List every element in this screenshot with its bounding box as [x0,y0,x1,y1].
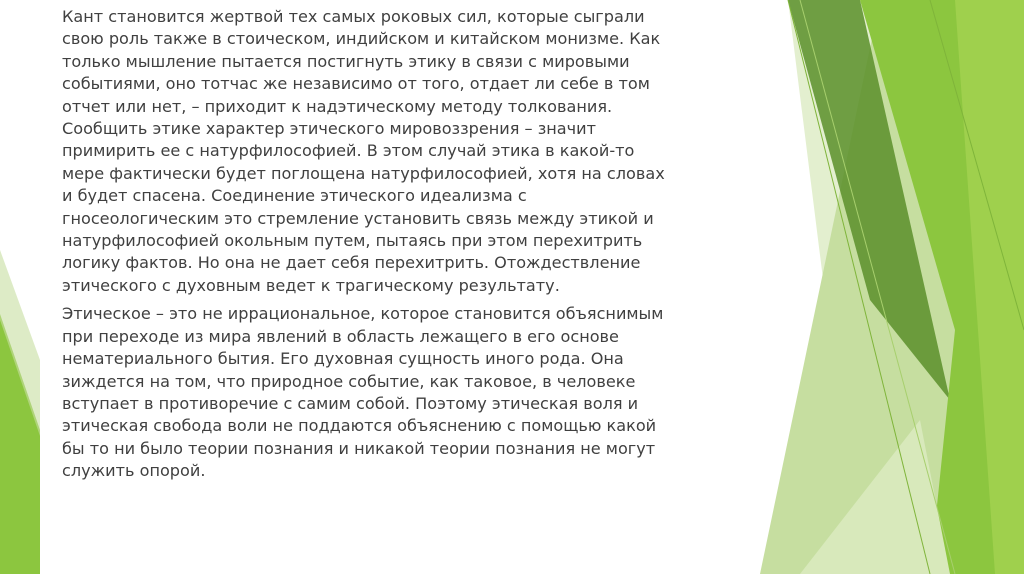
body-text [62,6,782,483]
paragraph-2: Этическое – это не иррациональное, которое становится объяснимым при переходе из мира явлений в область лежащего в его основе нематериального бытия. Его духовная сущность иного рода. Она зиждется на том, что природное событие, как таковое, в человеке вступает в противоречие с самим собой. Поэтому этическая воля и этическая свобода воли не поддаются объяснению с помощью какой бы то ни было теории познания и никакой теории познания не могут служить опорой. [62,304,664,481]
paragraph-1: Кант становится жертвой тех самых роковых сил, которые сыграли свою роль также в стоическом, индийском и китайском монизме. Как только мышление пытается постигнуть этику в связи с мировыми событиями, оно тотчас же независимо от того, отдает ли себе в том отчет или нет, – приходит к надэтическому методу толкования. Сообщить этике характер этического мировоззрения – значит примирить ее с натурфилософией. В этом случай этика в какой-то мере фактически будет поглощена натурфилософией, хотя на словах и будет спасена. Соединение этического идеализма с гносеологическим это стремление установить связь между этикой и натурфилософией окольным путем, пытаясь при этом перехитрить логику фактов. Но она не дает себя перехитрить. Отождествление этического с духовным ведет к трагическому результату. [62,7,665,295]
